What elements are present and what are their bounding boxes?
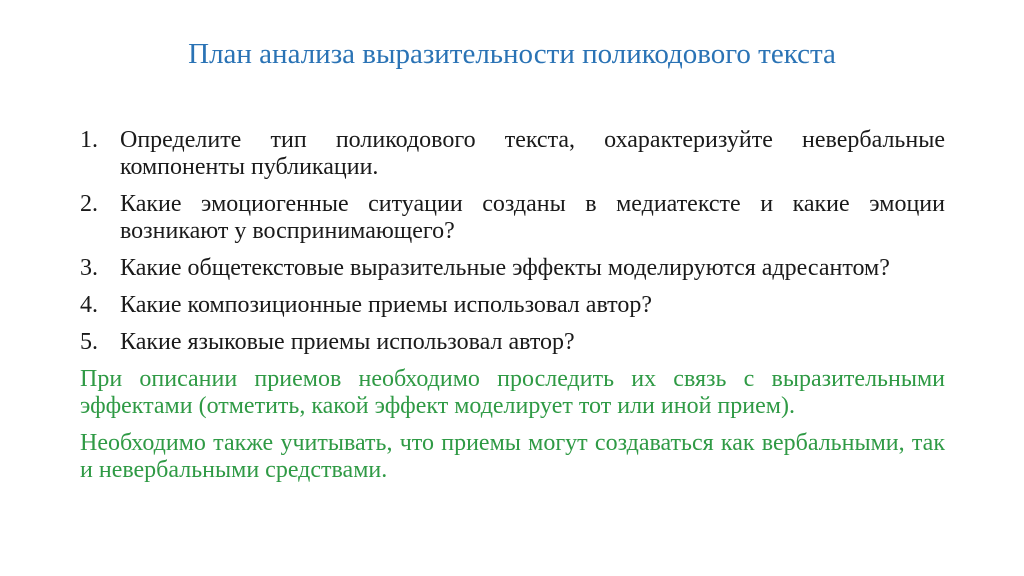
list-item-number: 5.: [80, 329, 98, 355]
slide-title: План анализа выразительности поликодового текста: [188, 38, 836, 70]
note-paragraph-techniques: При описании приемов необходимо проследить их связь с выразительными эффектами (отметить, какой эффект моделирует тот или иной прием).: [80, 366, 945, 419]
list-item-text: Какие композиционные приемы использовал автор?: [120, 292, 652, 318]
list-item-text: Какие эмоциогенные ситуации созданы в медиатексте и какие эмоции возникают у воспринимающего?: [120, 191, 945, 244]
list-item-number: 2.: [80, 191, 98, 217]
list-item-number: 1.: [80, 127, 98, 153]
list-item-text: Какие общетекстовые выразительные эффекты моделируются адресантом?: [120, 255, 890, 281]
list-item: [80, 191, 945, 245]
list-item-number: 4.: [80, 292, 98, 318]
list-item: [80, 329, 945, 356]
list-item: [80, 292, 945, 319]
list-item: [80, 255, 945, 282]
note-paragraph-means: Необходимо также учитывать, что приемы могут создаваться как вербальными, так и невербальными средствами.: [80, 430, 945, 483]
list-item-text: Определите тип поликодового текста, охарактеризуйте невербальные компоненты публикации.: [120, 127, 945, 180]
list-item: [80, 127, 945, 181]
slide-content: [80, 127, 945, 494]
list-item-text: Какие языковые приемы использовал автор?: [120, 329, 575, 355]
list-item-number: 3.: [80, 255, 98, 281]
analysis-plan-list: [80, 127, 945, 356]
